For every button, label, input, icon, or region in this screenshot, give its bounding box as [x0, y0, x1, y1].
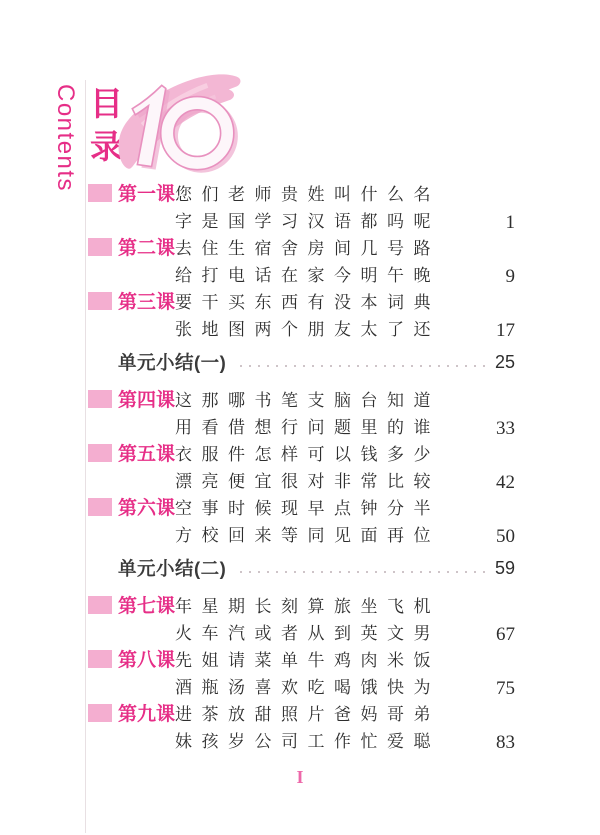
lesson-characters-line1: 先姐请菜单牛鸡肉米饭	[175, 651, 440, 670]
lesson-characters	[175, 181, 440, 235]
lesson-characters	[175, 647, 440, 701]
digit-zero-ring	[161, 97, 234, 170]
lesson-characters-line2: 方校回来等同见面再位	[175, 526, 440, 545]
toc-lesson-row	[88, 181, 515, 235]
lesson-characters-line2: 用看借想行问题里的谁	[175, 418, 440, 437]
lesson-label: 第二课	[118, 238, 176, 259]
lesson-label: 第四课	[118, 390, 176, 411]
summary-page-number: 25	[494, 352, 515, 372]
toc-lesson-row	[88, 387, 515, 441]
summary-page-number: 59	[494, 558, 515, 578]
lesson-characters	[175, 235, 440, 289]
toc-lesson-row	[88, 235, 515, 289]
lesson-characters-line2: 字是国学习汉语都吗呢	[175, 212, 440, 231]
lesson-label: 第七课	[118, 596, 176, 617]
lesson-characters-line1: 这那哪书笔支脑台知道	[175, 391, 440, 410]
lesson-characters-line1: 要干买东西有没本词典	[175, 293, 440, 312]
lesson-marker-square	[88, 596, 112, 614]
lesson-label: 第三课	[118, 292, 176, 313]
lesson-characters-line2: 火车汽或者从到英文男	[175, 624, 440, 643]
toc-lesson-row	[88, 593, 515, 647]
toc-lesson-row	[88, 701, 515, 755]
dotted-leader	[240, 365, 485, 367]
lesson-marker-square	[88, 390, 112, 408]
toc-lesson-row	[88, 441, 515, 495]
toc-lesson-row	[88, 647, 515, 701]
lesson-page-number: 9	[505, 266, 515, 287]
summary-label: 单元小结(二)	[118, 558, 227, 579]
lesson-marker-square	[88, 238, 112, 256]
lesson-label: 第八课	[118, 650, 176, 671]
lesson-characters-line2: 漂亮便宜很对非常比较	[175, 472, 440, 491]
contents-vertical-label: Contents	[52, 84, 79, 193]
lesson-label: 第五课	[118, 444, 176, 465]
lesson-page-number: 50	[496, 526, 515, 547]
lesson-page-number: 17	[496, 320, 515, 341]
toc-lesson-row	[88, 495, 515, 549]
lesson-page-number: 1	[505, 212, 515, 233]
footer-page-number: I	[296, 767, 304, 787]
lesson-characters-line2: 妹孩岁公司工作忙爱聪	[175, 732, 440, 751]
lesson-characters	[175, 289, 440, 343]
vertical-rule	[85, 80, 86, 833]
lesson-marker-square	[88, 444, 112, 462]
lesson-characters-line2: 张地图两个朋友太了还	[175, 320, 440, 339]
lesson-marker-square	[88, 184, 112, 202]
lesson-label: 第六课	[118, 498, 176, 519]
lesson-characters	[175, 701, 440, 755]
toc-list	[88, 181, 515, 755]
lesson-characters-line2: 给打电话在家今明午晚	[175, 266, 440, 285]
lesson-page-number: 67	[496, 624, 515, 645]
lesson-marker-square	[88, 704, 112, 722]
lesson-characters	[175, 441, 440, 495]
lesson-page-number: 83	[496, 732, 515, 753]
lesson-characters	[175, 495, 440, 549]
lesson-label: 第九课	[118, 704, 176, 725]
lesson-page-number: 33	[496, 418, 515, 439]
lesson-label: 第一课	[118, 184, 176, 205]
lesson-marker-square	[88, 650, 112, 668]
lesson-number-10-art	[114, 70, 246, 182]
lesson-characters-line1: 进茶放甜照片爸妈哥弟	[175, 705, 440, 724]
toc-summary-row	[88, 553, 515, 583]
lesson-characters-line1: 去住生宿舍房间几号路	[175, 239, 440, 258]
lesson-characters	[175, 593, 440, 647]
toc-title: 目录	[86, 86, 123, 172]
lesson-characters-line1: 年星期长刻算旅坐飞机	[175, 597, 440, 616]
toc-summary-row	[88, 347, 515, 377]
lesson-characters-line2: 酒瓶汤喜欢吃喝饿快为	[175, 678, 440, 697]
lesson-page-number: 42	[496, 472, 515, 493]
lesson-marker-square	[88, 292, 112, 310]
summary-label: 单元小结(一)	[118, 352, 227, 373]
lesson-characters-line1: 衣服件怎样可以钱多少	[175, 445, 440, 464]
toc-lesson-row	[88, 289, 515, 343]
lesson-characters-line1: 空事时候现早点钟分半	[175, 499, 440, 518]
lesson-characters	[175, 387, 440, 441]
lesson-page-number: 75	[496, 678, 515, 699]
lesson-characters-line1: 您们老师贵姓叫什么名	[175, 185, 440, 204]
dotted-leader	[240, 571, 485, 573]
lesson-marker-square	[88, 498, 112, 516]
